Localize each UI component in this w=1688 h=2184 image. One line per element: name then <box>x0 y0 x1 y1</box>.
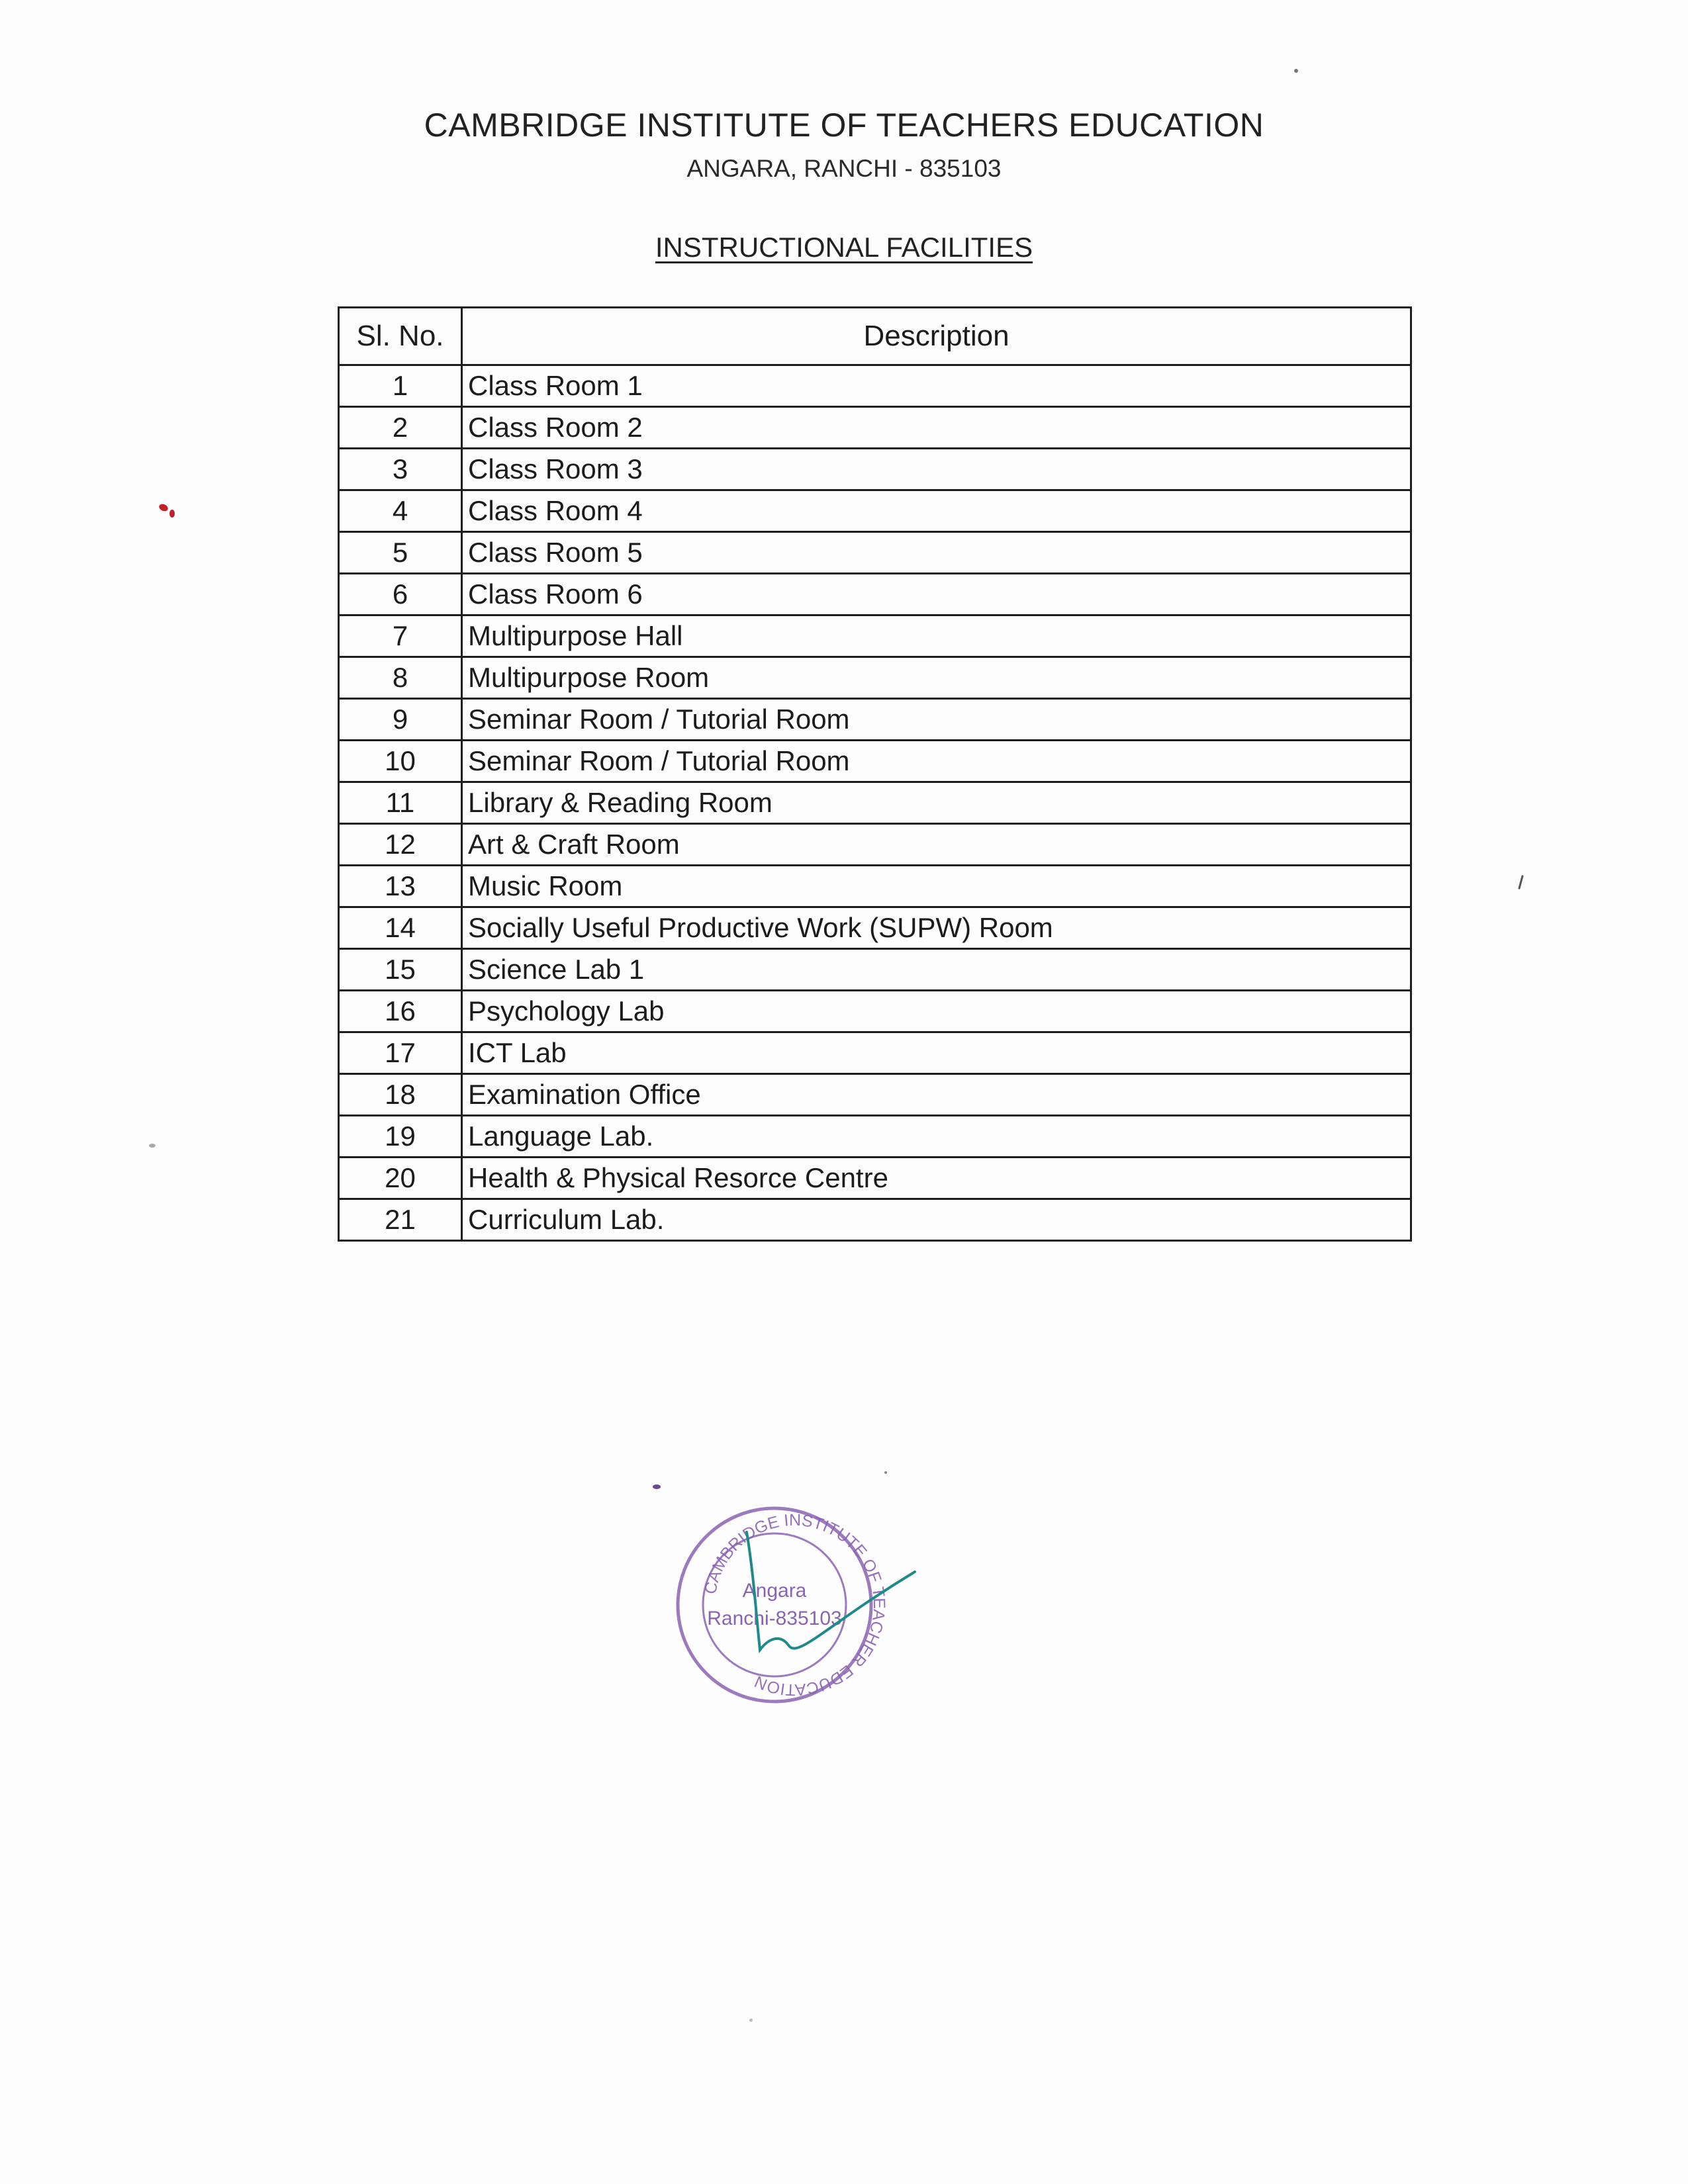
row-description: Class Room 4 <box>462 490 1411 532</box>
row-description: Seminar Room / Tutorial Room <box>462 741 1411 782</box>
row-sl-no: 7 <box>339 615 462 657</box>
row-description: Seminar Room / Tutorial Room <box>462 699 1411 741</box>
scan-speck <box>158 503 169 513</box>
table-body <box>339 365 1411 1241</box>
row-sl-no: 16 <box>339 991 462 1032</box>
document-title <box>0 232 1688 263</box>
row-sl-no: 9 <box>339 699 462 741</box>
scan-speck <box>653 1484 661 1489</box>
row-description: Examination Office <box>462 1074 1411 1116</box>
row-sl-no: 3 <box>339 449 462 490</box>
row-description: Science Lab 1 <box>462 949 1411 991</box>
row-sl-no: 13 <box>339 866 462 907</box>
row-sl-no: 18 <box>339 1074 462 1116</box>
row-sl-no: 21 <box>339 1199 462 1241</box>
row-description: ICT Lab <box>462 1032 1411 1074</box>
document-title-text: INSTRUCTIONAL FACILITIES <box>655 232 1033 263</box>
row-sl-no: 6 <box>339 574 462 615</box>
row-sl-no: 2 <box>339 407 462 449</box>
facilities-table <box>338 306 1412 1242</box>
scan-speck <box>1518 875 1524 889</box>
row-sl-no: 10 <box>339 741 462 782</box>
row-sl-no: 11 <box>339 782 462 824</box>
row-description: Art & Craft Room <box>462 824 1411 866</box>
row-sl-no: 14 <box>339 907 462 949</box>
row-description: Class Room 3 <box>462 449 1411 490</box>
table-row <box>339 824 1411 866</box>
table-row <box>339 490 1411 532</box>
row-description: Multipurpose Hall <box>462 615 1411 657</box>
table-row <box>339 949 1411 991</box>
table-row <box>339 1074 1411 1116</box>
scan-speck <box>169 510 175 518</box>
table-row <box>339 782 1411 824</box>
table-row <box>339 1032 1411 1074</box>
table-row <box>339 365 1411 407</box>
institution-name: CAMBRIDGE INSTITUTE OF TEACHERS EDUCATION <box>424 107 1264 144</box>
row-description: Multipurpose Room <box>462 657 1411 699</box>
table-header-row <box>339 308 1411 365</box>
table-row <box>339 1116 1411 1158</box>
row-sl-no: 8 <box>339 657 462 699</box>
row-sl-no: 5 <box>339 532 462 574</box>
seal-center-line1: Angara <box>742 1580 807 1602</box>
table-row <box>339 657 1411 699</box>
table-row <box>339 991 1411 1032</box>
row-description: Socially Useful Productive Work (SUPW) Room <box>462 907 1411 949</box>
table-row <box>339 1158 1411 1199</box>
scan-speck <box>884 1471 887 1474</box>
row-description: Psychology Lab <box>462 991 1411 1032</box>
column-header-sl-no: Sl. No. <box>339 308 462 365</box>
table-row <box>339 532 1411 574</box>
table-row <box>339 907 1411 949</box>
scan-speck <box>149 1144 156 1148</box>
row-description: Health & Physical Resorce Centre <box>462 1158 1411 1199</box>
row-description: Class Room 2 <box>462 407 1411 449</box>
row-description: Language Lab. <box>462 1116 1411 1158</box>
row-description: Library & Reading Room <box>462 782 1411 824</box>
row-description: Class Room 6 <box>462 574 1411 615</box>
row-description: Class Room 5 <box>462 532 1411 574</box>
row-description: Music Room <box>462 866 1411 907</box>
row-description: Class Room 1 <box>462 365 1411 407</box>
scan-speck <box>1294 69 1298 73</box>
table-row <box>339 407 1411 449</box>
row-sl-no: 1 <box>339 365 462 407</box>
row-sl-no: 20 <box>339 1158 462 1199</box>
table-row <box>339 866 1411 907</box>
institution-seal <box>669 1492 920 1704</box>
table-row <box>339 741 1411 782</box>
table-row <box>339 449 1411 490</box>
table-row <box>339 699 1411 741</box>
row-description: Curriculum Lab. <box>462 1199 1411 1241</box>
scan-speck <box>749 2019 753 2022</box>
row-sl-no: 15 <box>339 949 462 991</box>
row-sl-no: 12 <box>339 824 462 866</box>
table-row <box>339 574 1411 615</box>
table-row <box>339 1199 1411 1241</box>
seal-center-line2: Ranchi-835103 <box>707 1608 842 1629</box>
seal-ring-text: CAMBRIDGE INSTITUTE OF TEACHER EDUCATION <box>701 1510 889 1700</box>
row-sl-no: 4 <box>339 490 462 532</box>
row-sl-no: 17 <box>339 1032 462 1074</box>
institution-address: ANGARA, RANCHI - 835103 <box>686 155 1002 182</box>
table-row <box>339 615 1411 657</box>
row-sl-no: 19 <box>339 1116 462 1158</box>
column-header-description: Description <box>462 308 1411 365</box>
